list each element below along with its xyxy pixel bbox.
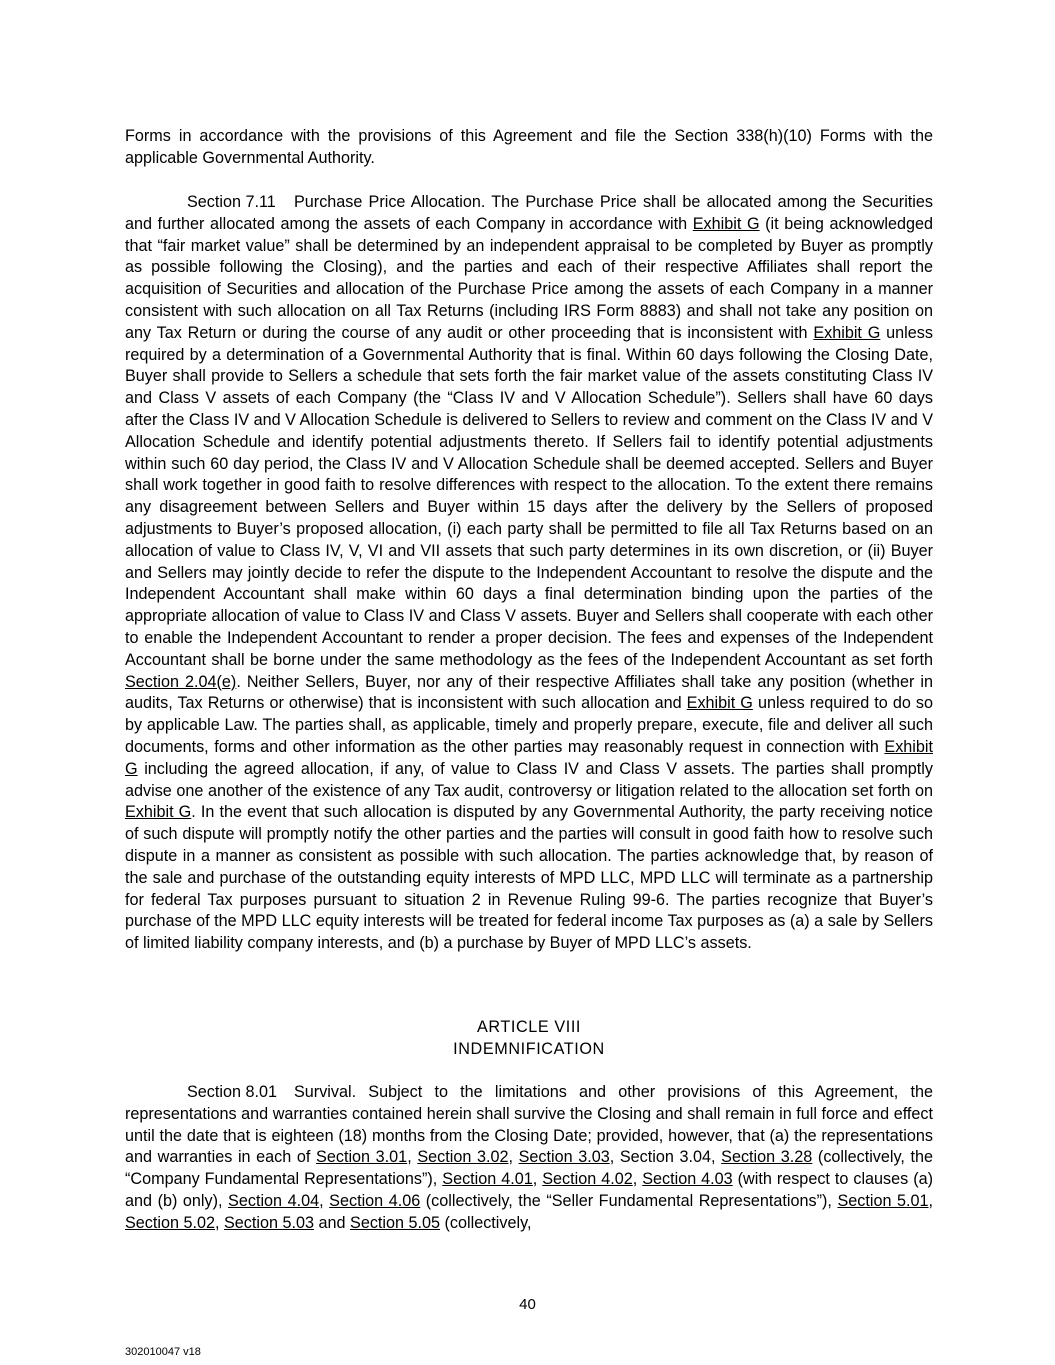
section-text: unless required to do so by applicable Law. The parties shall, as applicable, timely and properly prepare, execute, file and deliver all such documents, forms and other information as the other parties may reasonably request in connection with (125, 694, 933, 756)
section-4-01-link[interactable]: Section 4.01 (442, 1170, 533, 1189)
section-text: (collectively, (440, 1213, 532, 1232)
separator: , (532, 1170, 543, 1189)
section-text: including the agreed allocation, if any, of value to Class IV and Class V assets. The parties shall promptly advise one another of the existence of any Tax audit, controversy or litigation related to the allocation set forth on (125, 759, 933, 800)
section-5-01-link[interactable]: Section 5.01 (837, 1191, 929, 1210)
section-number: Section 8.01 (187, 1083, 277, 1101)
exhibit-g-link[interactable]: Exhibit G (692, 214, 760, 233)
exhibit-g-link[interactable]: Exhibit G (686, 694, 753, 713)
section-8-01-paragraph (125, 1082, 933, 1235)
section-3-02-link[interactable]: Section 3.02 (417, 1148, 509, 1167)
article-title: INDEMNIFICATION (453, 1040, 605, 1058)
section-4-06-link[interactable]: Section 4.06 (329, 1191, 421, 1210)
section-text: (collectively, the “Company Fundamental Representations”), (125, 1148, 934, 1189)
section-text: (with respect to clauses (a) and (b) only), (125, 1170, 934, 1210)
exhibit-g-link[interactable]: Exhibit G (813, 323, 881, 342)
section-text: , Section 3.04, (609, 1148, 722, 1167)
section-heading: Purchase Price Allocation. (294, 193, 486, 211)
section-3-03-link[interactable]: Section 3.03 (518, 1148, 610, 1167)
section-text: . Neither Sellers, Buyer, nor any of their respective Affiliates shall take any position (whether in audits, Tax Returns or otherwise) that is inconsistent with such allocation and (125, 672, 934, 713)
section-2-04e-link[interactable]: Section 2.04(e) (125, 672, 237, 691)
section-5-05-link[interactable]: Section 5.05 (350, 1213, 441, 1232)
separator: , (508, 1148, 519, 1167)
separator: , (407, 1148, 418, 1167)
paragraph-continued: Forms in accordance with the provisions of this Agreement and file the Section 338(h)(10) Forms with the applicable Governmental Authority. (125, 127, 933, 167)
section-text: . In the event that such allocation is disputed by any Governmental Authority, the party receiving notice of such dispute will promptly notify the other parties and the parties will consult in good faith how to resolve such dispute in a manner as consistent as possible with such allocation. The parties acknowledge that, by reason of the sale and purchase of the outstanding equity interests of MPD LLC, MPD LLC will terminate as a partnership for federal Tax purposes pursuant to situation 2 in Revenue Ruling 99-6. The parties recognize that Buyer’s purchase of the MPD LLC equity interests will be treated for federal income Tax purposes as (a) a sale by Sellers of limited liability company interests, and (b) a purchase by Buyer of MPD LLC’s assets. (125, 803, 933, 953)
exhibit-g-link[interactable]: Exhibit G (125, 737, 933, 778)
page-number: 40 (519, 1296, 536, 1313)
section-number: Section 7.11 (187, 193, 276, 211)
section-text: and (314, 1213, 351, 1232)
section-4-03-link[interactable]: Section 4.03 (642, 1170, 733, 1189)
separator: , (215, 1213, 224, 1232)
section-7-11-paragraph (125, 192, 933, 955)
section-5-03-link[interactable]: Section 5.03 (224, 1213, 314, 1232)
exhibit-g-link[interactable]: Exhibit G (125, 803, 192, 822)
section-text: Subject to the limitations and other provisions of this Agreement, the representations and warranties contained herein shall survive the Closing and shall remain in full force and effect until the date that is eighteen (18) months from the Closing Date; provided, however, that (a) the representations and warranties in each of (125, 1083, 933, 1167)
section-3-28-link[interactable]: Section 3.28 (721, 1148, 813, 1167)
article-number: ARTICLE VIII (476, 1018, 582, 1036)
article-heading (125, 1016, 933, 1060)
section-3-01-link[interactable]: Section 3.01 (316, 1148, 408, 1167)
separator: , (319, 1191, 330, 1210)
document-id: 302010047 v18 (125, 1346, 201, 1358)
separator: , (928, 1191, 934, 1210)
section-text: (collectively, the “Seller Fundamental Representations”), (420, 1191, 838, 1210)
section-text: The Purchase Price shall be allocated among the Securities and further allocated among the assets of each Company in accordance with (125, 193, 933, 233)
section-heading: Survival. (294, 1083, 357, 1101)
separator: , (632, 1170, 643, 1189)
section-4-04-link[interactable]: Section 4.04 (228, 1191, 320, 1210)
section-text: (it being acknowledged that “fair market value” shall be determined by an independent appraisal to be completed by Buyer as promptly as possible following the Closing), and the parties and each of their respective Affiliates shall report the acquisition of Securities and allocation of the Purchase Price among the assets of each Company in a manner consistent with such allocation on all Tax Returns (including IRS Form 8883) and shall not take any position on any Tax Return or during the course of any audit or other proceeding that is inconsistent with (125, 214, 933, 342)
section-4-02-link[interactable]: Section 4.02 (542, 1170, 633, 1189)
section-5-02-link[interactable]: Section 5.02 (125, 1213, 215, 1232)
section-text: unless required by a determination of a Governmental Authority that is final. Within 60 days following the Closing Date, Buyer shall provide to Sellers a schedule that sets forth the fair market value of the assets constituting Class IV and Class V assets of each Company (the “Class IV and V Allocation Schedule”). Sellers shall have 60 days after the Class IV and V Allocation Schedule is delivered to Sellers to review and comment on the Class IV and V Allocation Schedule and identify potential adjustments thereto. If Sellers fail to identify potential adjustments within such 60 day period, the Class IV and V Allocation Schedule shall be deemed accepted. Sellers and Buyer shall work together in good faith to resolve differences with respect to the allocation. To the extent there remains any disagreement between Sellers and Buyer within 15 days after the delivery by the Sellers of proposed adjustments to Buyer’s proposed allocation, (i) each party shall be permitted to file all Tax Returns based on an allocation of value to Class IV, V, VI and VII assets that such party determines in its own discretion, or (ii) Buyer and Sellers may jointly decide to refer the dispute to the Independent Accountant to resolve the dispute and the Independent Accountant shall make within 60 days a final determination binding upon the parties of the appropriate allocation of value to Class IV and Class V assets. Buyer and Sellers shall cooperate with each other to enable the Independent Accountant to render a proper decision. The fees and expenses of the Independent Accountant shall be borne under the same methodology as the fees of the Independent Accountant as set forth (125, 323, 934, 669)
